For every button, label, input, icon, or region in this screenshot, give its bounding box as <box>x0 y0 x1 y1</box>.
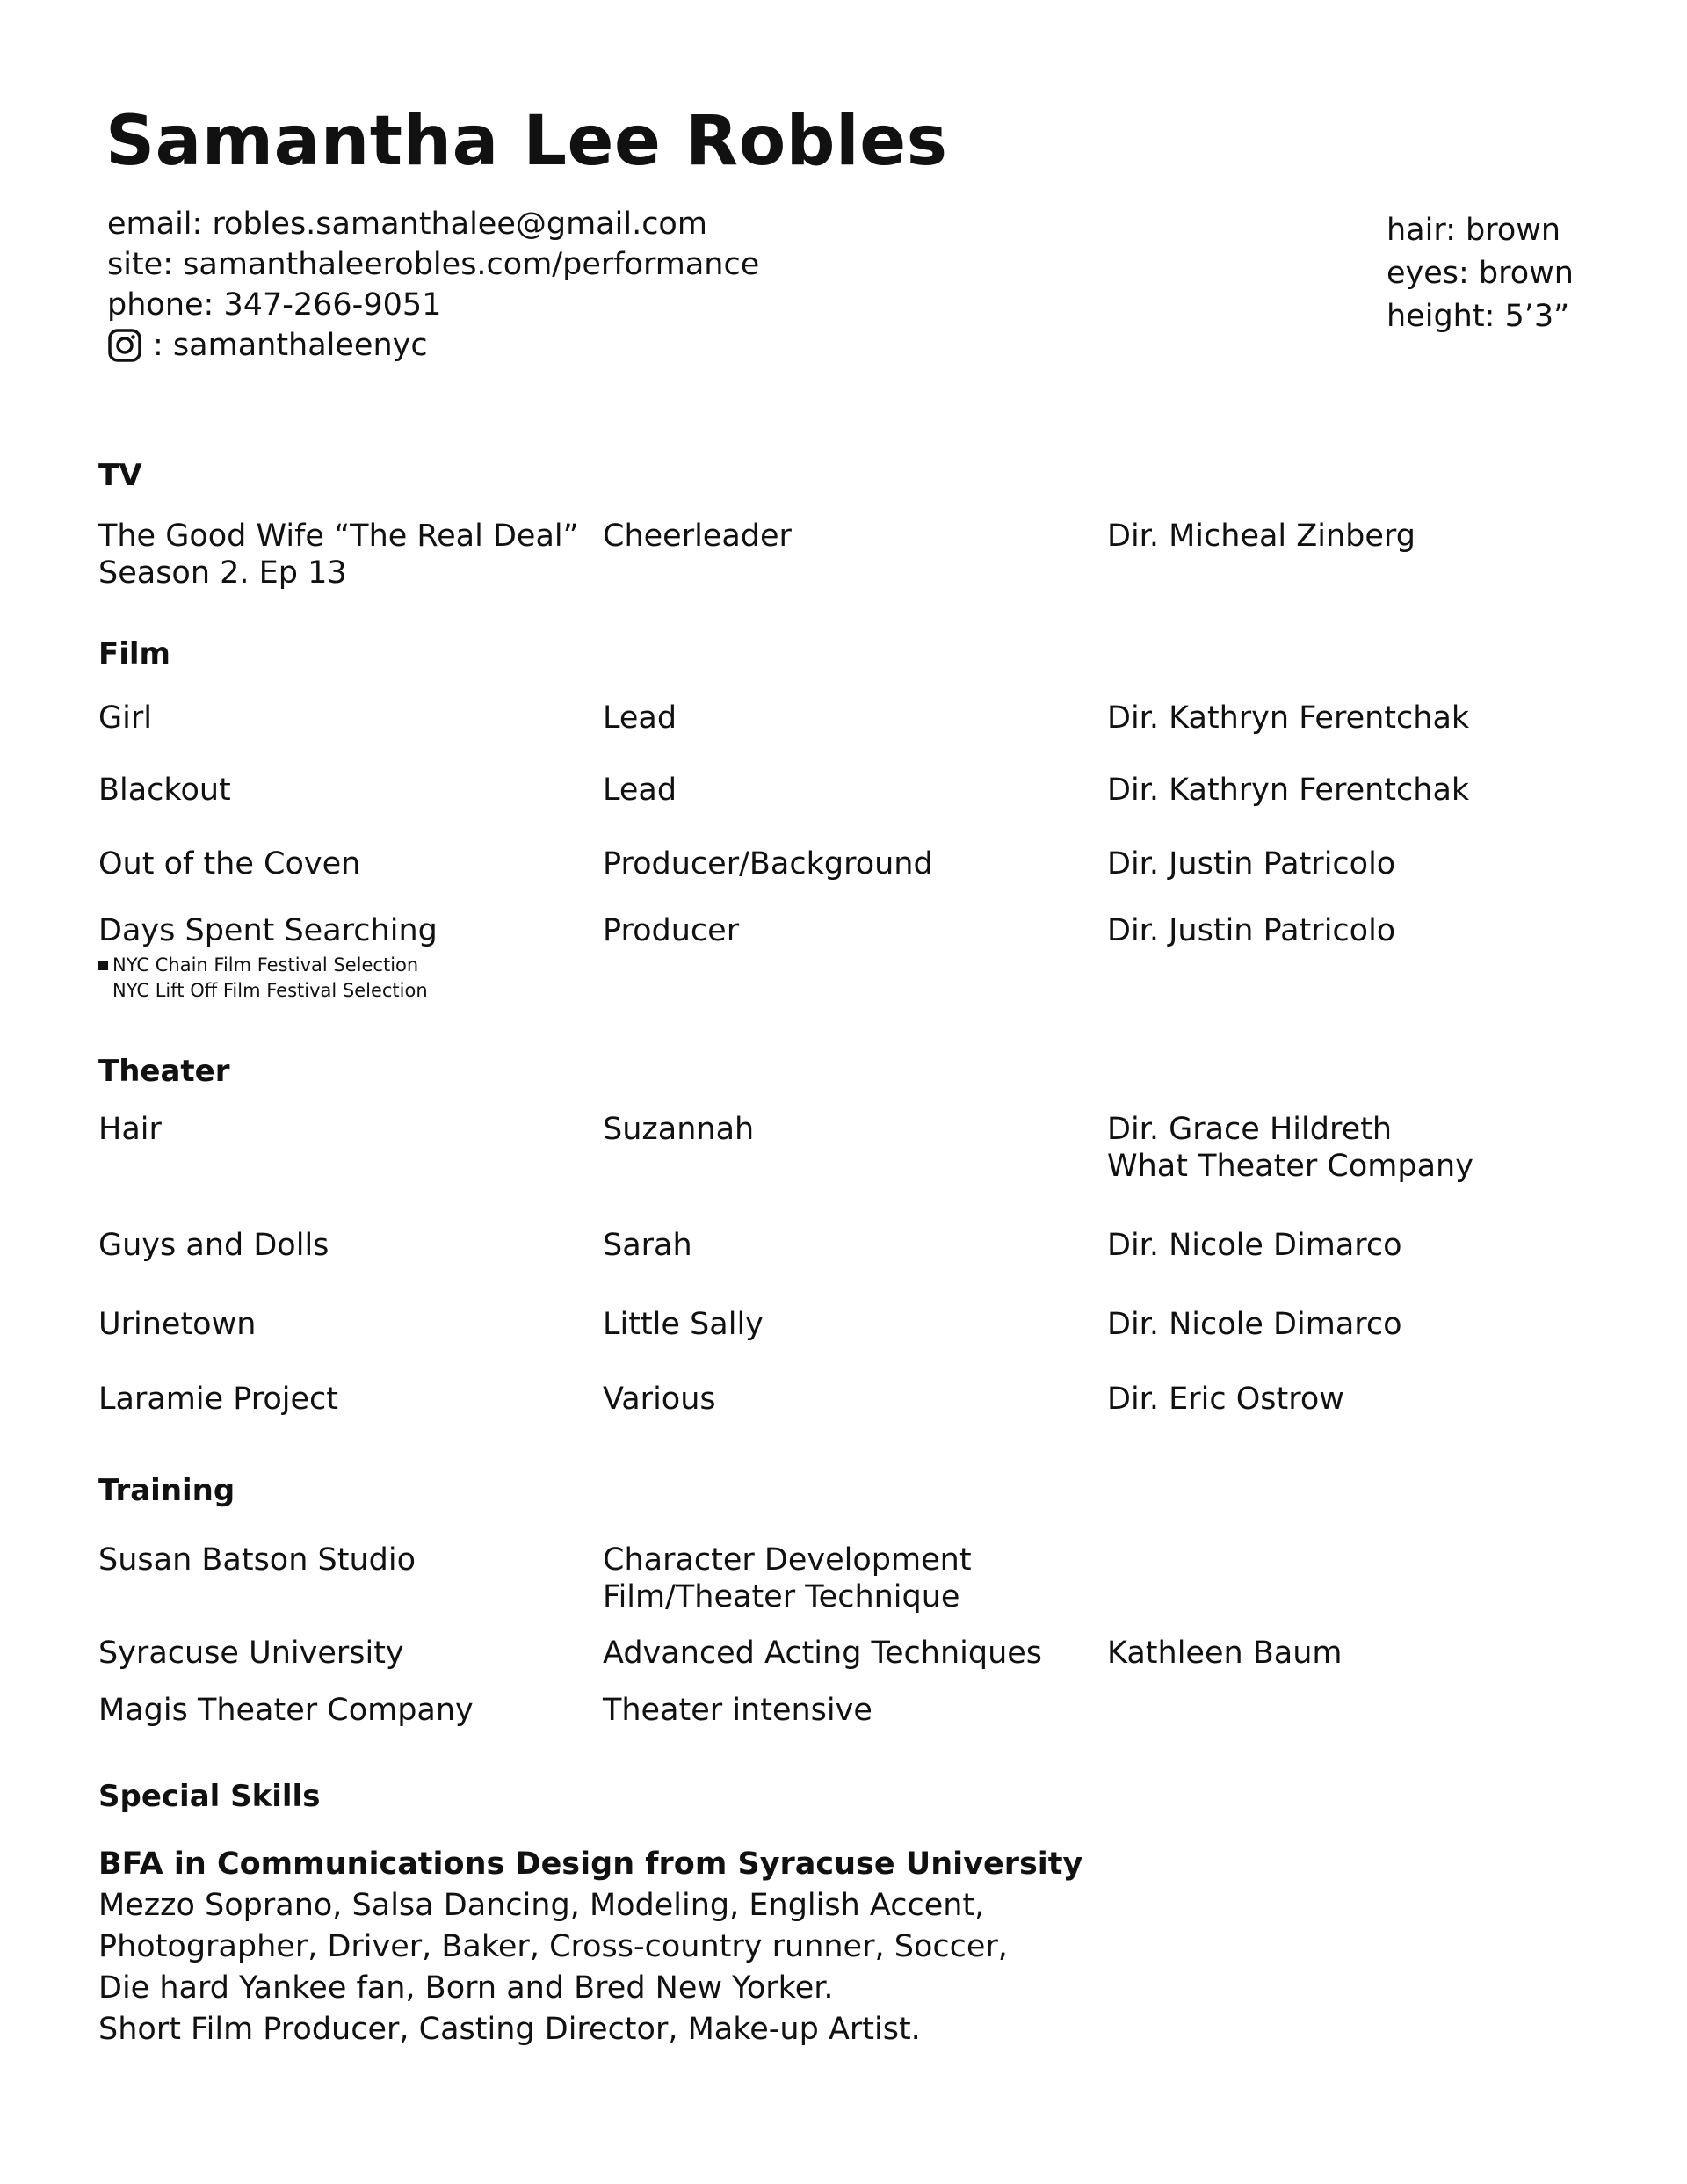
festival-note: NYC Lift Off Film Festival Selection <box>112 980 428 1001</box>
training-row <box>98 1692 1592 1762</box>
credit-title: Days Spent Searching <box>98 913 438 948</box>
instagram-icon <box>107 328 142 363</box>
credit-director: Dir. Kathryn Ferentchak <box>1107 773 1470 808</box>
credit-director: Dir. Nicole Dimarco <box>1107 1228 1402 1263</box>
skill-line: Short Film Producer, Casting Director, Make-up Artist. <box>98 2012 921 2047</box>
festival-notes <box>98 953 428 1004</box>
training-row <box>98 1542 1592 1612</box>
theater-heading: Theater <box>98 1054 230 1089</box>
tv-heading: TV <box>98 458 142 493</box>
credit-title-line: The Good Wife “The Real Deal” <box>98 519 579 554</box>
film-heading: Film <box>98 636 170 671</box>
training-heading: Training <box>98 1473 235 1508</box>
theater-credit-row <box>98 1227 1592 1297</box>
instagram-line <box>107 325 759 366</box>
credit-role: Producer <box>603 913 740 948</box>
special-skills-heading: Special Skills <box>98 1779 321 1814</box>
credit-title <box>98 518 579 591</box>
skill-line: Die hard Yankee fan, Born and Bred New Yorker. <box>98 1970 834 2006</box>
credit-director-line: Dir. Grace Hildreth <box>1107 1112 1393 1147</box>
credit-title: Out of the Coven <box>98 846 361 882</box>
training-course-line-2: Film/Theater Technique <box>603 1579 960 1614</box>
credit-role: Sarah <box>603 1228 692 1263</box>
credit-role: Suzannah <box>603 1112 755 1147</box>
training-course-line: Character Development <box>603 1542 972 1578</box>
credit-director: Dir. Micheal Zinberg <box>1107 519 1415 554</box>
email-text[interactable]: email: robles.samanthalee@gmail.com <box>107 207 707 242</box>
training-course <box>603 1542 972 1615</box>
physical-stats <box>1387 209 1574 338</box>
bullet-square-icon <box>98 961 108 970</box>
credit-role: Lead <box>603 773 677 808</box>
degree-line: BFA in Communications Design from Syracuse University <box>98 1847 1083 1882</box>
tv-credit-row <box>98 518 1592 591</box>
height-stat: height: 5’3” <box>1387 299 1570 334</box>
credit-title: Hair <box>98 1112 162 1147</box>
festival-note: NYC Chain Film Festival Selection <box>98 953 428 978</box>
skill-line: Photographer, Driver, Baker, Cross-country runner, Soccer, <box>98 1929 1008 1964</box>
contact-info <box>107 204 759 366</box>
theater-credit-row <box>98 1306 1592 1376</box>
credit-director: Dir. Nicole Dimarco <box>1107 1307 1402 1342</box>
credit-title: Guys and Dolls <box>98 1228 329 1263</box>
training-course: Theater intensive <box>603 1693 872 1728</box>
film-credit-row <box>98 845 1592 916</box>
training-course: Advanced Acting Techniques <box>603 1636 1043 1671</box>
film-credit-row <box>98 772 1592 842</box>
credit-title: Laramie Project <box>98 1382 339 1417</box>
credit-company-line: What Theater Company <box>1107 1149 1473 1184</box>
credit-director: Dir. Kathryn Ferentchak <box>1107 700 1470 736</box>
special-skills-list <box>98 1844 1082 2050</box>
credit-role: Cheerleader <box>603 519 792 554</box>
training-school: Syracuse University <box>98 1636 404 1671</box>
credit-title: Blackout <box>98 773 231 808</box>
credit-role: Little Sally <box>603 1307 764 1342</box>
credit-director: Dir. Justin Patricolo <box>1107 846 1396 882</box>
skill-line: Mezzo Soprano, Salsa Dancing, Modeling, English Accent, <box>98 1888 985 1923</box>
theater-credit-row <box>98 1381 1592 1451</box>
training-school: Magis Theater Company <box>98 1693 474 1728</box>
theater-credit-row <box>98 1111 1592 1184</box>
credit-director <box>1107 1111 1473 1185</box>
instagram-handle: : samanthaleenyc <box>153 328 428 363</box>
eyes-stat: eyes: brown <box>1387 256 1574 291</box>
training-teacher: Kathleen Baum <box>1107 1636 1343 1671</box>
credit-title: Girl <box>98 700 152 736</box>
film-credit-row <box>98 700 1592 770</box>
hair-stat: hair: brown <box>1387 213 1561 248</box>
credit-director: Dir. Eric Ostrow <box>1107 1382 1344 1417</box>
credit-title-line-2: Season 2. Ep 13 <box>98 555 347 591</box>
credit-role: Various <box>603 1382 716 1417</box>
phone-text: phone: 347-266-9051 <box>107 287 442 323</box>
training-school: Susan Batson Studio <box>98 1542 416 1578</box>
credit-role: Lead <box>603 700 677 736</box>
credit-role: Producer/Background <box>603 846 933 882</box>
credit-director: Dir. Justin Patricolo <box>1107 913 1396 948</box>
credit-title: Urinetown <box>98 1307 257 1342</box>
website-text[interactable]: site: samanthaleerobles.com/performance <box>107 247 760 282</box>
resume-name: Samantha Lee Robles <box>105 102 948 181</box>
